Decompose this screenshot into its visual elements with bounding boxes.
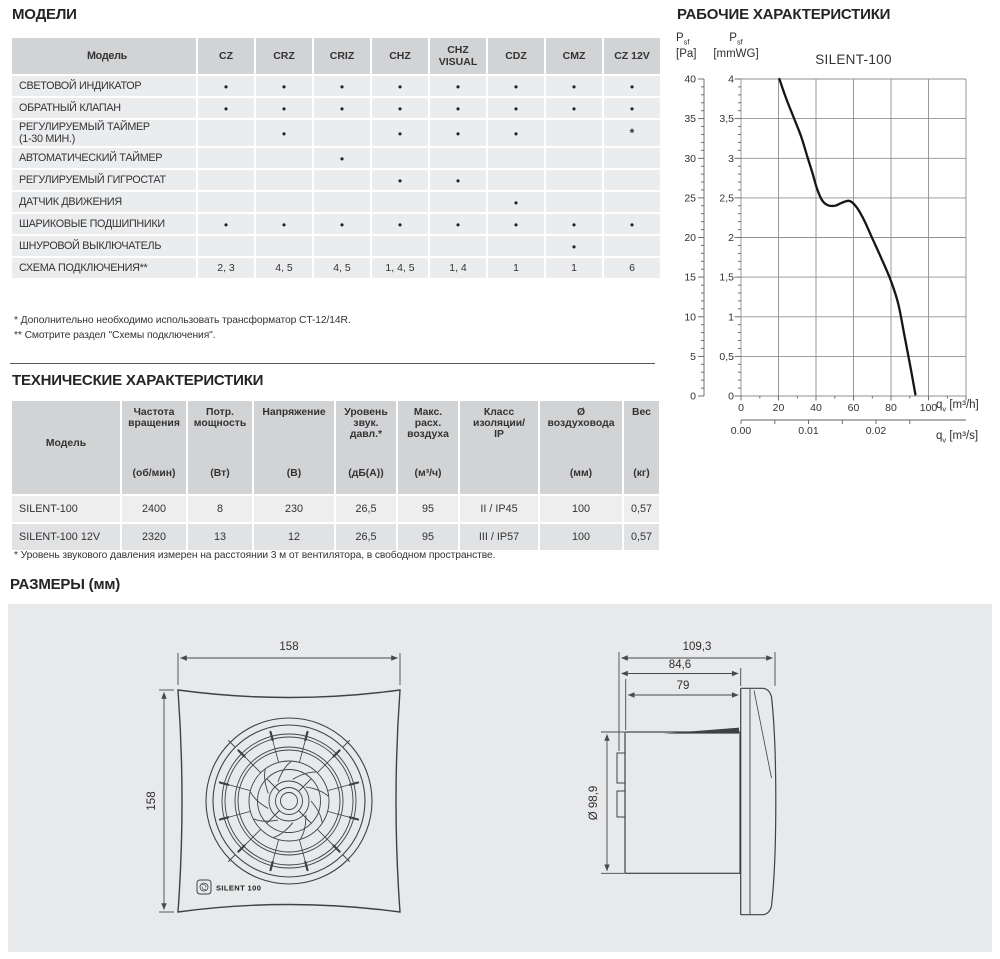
tech-value-cell: 100	[540, 524, 622, 550]
feature-cell	[372, 148, 428, 168]
feature-row	[12, 192, 660, 212]
tech-column-header: Напряжение (В)	[254, 401, 334, 494]
feature-cell: 1	[488, 258, 544, 278]
front-logo-text: SILENT 100	[216, 883, 262, 893]
feature-label: РЕГУЛИРУЕМЫЙ ТАЙМЕР (1-30 МИН.)	[12, 120, 196, 146]
svg-text:3: 3	[728, 152, 734, 165]
models-footnotes	[14, 313, 351, 343]
models-footnote-1: * Дополнительно необходимо использовать трансформатор CT-12/14R.	[14, 315, 351, 326]
svg-text:30: 30	[684, 152, 696, 165]
side-duct-length-dim: 79	[676, 680, 690, 692]
tech-column-header: Частота вращения (об/мин)	[122, 401, 186, 494]
feature-cell	[198, 236, 254, 256]
feature-cell	[604, 236, 660, 256]
feature-cell: 4, 5	[256, 258, 312, 278]
front-view-drawing	[140, 630, 470, 952]
feature-cell	[604, 170, 660, 190]
feature-cell	[256, 170, 312, 190]
feature-row	[12, 214, 660, 234]
feature-cell	[604, 148, 660, 168]
models-section-title: МОДЕЛИ	[12, 6, 77, 23]
feature-row	[12, 236, 660, 256]
tech-value-cell: 2320	[122, 524, 186, 550]
front-height-dim: 158	[146, 791, 158, 811]
feature-cell: 1, 4, 5	[372, 258, 428, 278]
feature-cell: 2, 3	[198, 258, 254, 278]
performance-curve	[779, 79, 915, 394]
feature-cell: ●	[546, 98, 602, 118]
tech-value-cell: 0,57	[624, 496, 659, 522]
svg-text:3,5: 3,5	[719, 113, 734, 126]
feature-row	[12, 98, 660, 118]
x-axis-label-m3s: $q_v$ [m³/s]	[936, 430, 979, 445]
svg-text:5: 5	[690, 350, 696, 363]
feature-cell	[430, 236, 486, 256]
feature-cell	[198, 120, 254, 146]
svg-text:2: 2	[728, 232, 734, 244]
model-column-header: CHZ VISUAL	[430, 38, 486, 74]
feature-cell: ●	[256, 98, 312, 118]
feature-label: ОБРАТНЫЙ КЛАПАН	[12, 98, 196, 118]
tech-column-header: Вес (кг)	[624, 401, 659, 494]
feature-cell: ●	[546, 236, 602, 256]
feature-cell: ●	[430, 120, 486, 146]
svg-text:0.00: 0.00	[730, 425, 752, 437]
tech-header-row	[12, 401, 659, 494]
feature-cell: ●	[314, 214, 370, 234]
tech-column-header: Потр. мощность (Вт)	[188, 401, 252, 494]
feature-cell: *	[604, 120, 660, 146]
feature-cell: ●	[372, 98, 428, 118]
svg-text:35: 35	[684, 113, 696, 126]
performance-chart-svg	[668, 30, 1000, 460]
feature-cell	[198, 148, 254, 168]
tech-model-cell: SILENT-100	[12, 496, 120, 522]
tech-value-cell: 26,5	[336, 496, 396, 522]
feature-label: СХЕМА ПОДКЛЮЧЕНИЯ**	[12, 258, 196, 278]
model-column-header: CDZ	[488, 38, 544, 74]
feature-cell: 4, 5	[314, 258, 370, 278]
feature-cell	[546, 170, 602, 190]
feature-cell: ●	[198, 76, 254, 96]
svg-text:0.02: 0.02	[865, 425, 887, 437]
tech-value-cell: 230	[254, 496, 334, 522]
feature-cell	[314, 192, 370, 212]
tech-row	[12, 524, 659, 550]
feature-row	[12, 170, 660, 190]
tech-column-header: Уровень звук. давл.* (дБ(А))	[336, 401, 396, 494]
x-axis-label-m3h: $q_v$ [m³/h]	[936, 399, 979, 414]
svg-text:20: 20	[772, 402, 785, 414]
feature-cell: ●	[198, 98, 254, 118]
tech-column-header: Макс. расх. воздуха (м³/ч)	[398, 401, 458, 494]
svg-text:0: 0	[690, 390, 696, 403]
feature-label: РЕГУЛИРУЕМЫЙ ГИГРОСТАТ	[12, 170, 196, 190]
feature-label: СВЕТОВОЙ ИНДИКАТОР	[12, 76, 196, 96]
side-diameter-dim: Ø 98,9	[588, 785, 600, 821]
feature-cell: ●	[314, 76, 370, 96]
svg-text:60: 60	[847, 402, 860, 414]
performance-chart	[668, 30, 1000, 460]
svg-text:100: 100	[919, 402, 938, 414]
svg-text:40: 40	[684, 73, 696, 86]
svg-text:0.01: 0.01	[798, 425, 819, 437]
svg-text:15: 15	[684, 271, 696, 284]
feature-cell: ●	[256, 120, 312, 146]
front-width-dim: 158	[279, 641, 299, 653]
separator-line	[10, 363, 655, 364]
feature-cell: ●	[314, 148, 370, 168]
feature-cell: ●	[256, 76, 312, 96]
svg-text:4: 4	[728, 73, 734, 86]
chart-title: SILENT-100	[815, 52, 892, 67]
duct-body	[625, 732, 740, 873]
brand-logo-icon	[197, 880, 211, 894]
svg-text:80: 80	[885, 402, 897, 414]
feature-cell	[546, 148, 602, 168]
tech-value-cell: 0,57	[624, 524, 659, 550]
tech-value-cell: 95	[398, 496, 458, 522]
feature-cell	[372, 192, 428, 212]
feature-cell	[314, 236, 370, 256]
tech-value-cell: 95	[398, 524, 458, 550]
feature-cell: ●	[198, 214, 254, 234]
feature-row	[12, 120, 660, 146]
feature-cell	[198, 192, 254, 212]
feature-cell: ●	[604, 214, 660, 234]
feature-cell	[430, 192, 486, 212]
tech-value-cell: 12	[254, 524, 334, 550]
feature-cell: ●	[372, 76, 428, 96]
models-header-row	[12, 38, 660, 74]
feature-cell: ●	[546, 214, 602, 234]
feature-cell: ●	[488, 214, 544, 234]
model-column-header: CRIZ	[314, 38, 370, 74]
models-footnote-2: ** Смотрите раздел "Схемы подключения".	[14, 330, 216, 341]
tech-value-cell: 2400	[122, 496, 186, 522]
feature-cell	[256, 236, 312, 256]
tech-value-cell: II / IP45	[460, 496, 538, 522]
model-column-header: CMZ	[546, 38, 602, 74]
tech-footnote: * Уровень звукового давления измерен на расстоянии 3 м от вентилятора, в свободном пространстве.	[14, 550, 496, 561]
feature-cell: ●	[372, 170, 428, 190]
feature-cell	[488, 236, 544, 256]
tech-value-cell: 100	[540, 496, 622, 522]
feature-cell	[546, 120, 602, 146]
models-table	[10, 36, 662, 280]
feature-cell	[488, 170, 544, 190]
feature-cell	[198, 170, 254, 190]
feature-cell: 6	[604, 258, 660, 278]
tech-model-cell: SILENT-100 12V	[12, 524, 120, 550]
feature-cell: ●	[256, 214, 312, 234]
feature-label: ШНУРОВОЙ ВЫКЛЮЧАТЕЛЬ	[12, 236, 196, 256]
fan-grille	[206, 718, 372, 884]
feature-cell: ●	[488, 120, 544, 146]
feature-cell	[430, 148, 486, 168]
feature-cell: ●	[430, 98, 486, 118]
svg-text:20: 20	[684, 232, 696, 244]
svg-text:40: 40	[810, 402, 822, 414]
model-column-header: CZ	[198, 38, 254, 74]
feature-cell: 1	[546, 258, 602, 278]
feature-cell: ●	[488, 98, 544, 118]
feature-cell	[546, 192, 602, 212]
feature-row	[12, 148, 660, 168]
feature-cell: ●	[604, 98, 660, 118]
dimensions-section-title: РАЗМЕРЫ (мм)	[10, 576, 121, 593]
tech-value-cell: 26,5	[336, 524, 396, 550]
model-column-header: CRZ	[256, 38, 312, 74]
svg-text:1: 1	[728, 311, 734, 324]
feature-cell: 1, 4	[430, 258, 486, 278]
feature-cell: ●	[430, 214, 486, 234]
svg-text:1,5: 1,5	[719, 271, 734, 284]
side-depth-total-dim: 109,3	[682, 641, 712, 653]
tech-column-header: Класс изоляции/ IP	[460, 401, 538, 494]
y-axis-label-pa: $P_{sf}$ [Pa]	[676, 32, 697, 61]
feature-cell	[488, 148, 544, 168]
feature-cell	[256, 192, 312, 212]
tech-row	[12, 496, 659, 522]
feature-cell: ●	[546, 76, 602, 96]
tech-column-header: Ø воздуховода (мм)	[540, 401, 622, 494]
feature-cell: ●	[430, 76, 486, 96]
feature-cell: ●	[430, 170, 486, 190]
feature-cell	[372, 236, 428, 256]
feature-label: ШАРИКОВЫЕ ПОДШИПНИКИ	[12, 214, 196, 234]
tech-value-cell: III / IP57	[460, 524, 538, 550]
models-header-model: Модель	[12, 38, 196, 74]
feature-cell: ●	[372, 120, 428, 146]
svg-text:10: 10	[684, 311, 696, 324]
feature-cell: ●	[488, 76, 544, 96]
svg-text:0: 0	[738, 402, 744, 414]
side-depth-body-dim: 84,6	[668, 659, 692, 671]
model-column-header: CHZ	[372, 38, 428, 74]
feature-row	[12, 258, 660, 278]
svg-text:2,5: 2,5	[719, 192, 734, 205]
feature-cell	[604, 192, 660, 212]
y-axis-label-mmwg: $P_{sf}$ [mmWG]	[713, 32, 759, 61]
feature-row	[12, 76, 660, 96]
tech-header-model: Модель	[12, 401, 120, 494]
feature-cell: ●	[488, 192, 544, 212]
tech-section-title: ТЕХНИЧЕСКИЕ ХАРАКТЕРИСТИКИ	[12, 372, 264, 389]
svg-text:25: 25	[684, 192, 696, 205]
feature-cell: ●	[314, 98, 370, 118]
feature-cell	[314, 120, 370, 146]
feature-cell: ●	[372, 214, 428, 234]
feature-cell	[314, 170, 370, 190]
feature-cell: ●	[604, 76, 660, 96]
performance-section-title: РАБОЧИЕ ХАРАКТЕРИСТИКИ	[677, 6, 891, 23]
side-view-drawing	[560, 630, 820, 952]
tech-value-cell: 8	[188, 496, 252, 522]
feature-label: ДАТЧИК ДВИЖЕНИЯ	[12, 192, 196, 212]
feature-label: АВТОМАТИЧЕСКИЙ ТАЙМЕР	[12, 148, 196, 168]
tech-table	[10, 399, 661, 552]
feature-cell	[256, 148, 312, 168]
tech-value-cell: 13	[188, 524, 252, 550]
svg-text:0,5: 0,5	[719, 350, 734, 363]
svg-text:0: 0	[728, 390, 734, 403]
model-column-header: CZ 12V	[604, 38, 660, 74]
